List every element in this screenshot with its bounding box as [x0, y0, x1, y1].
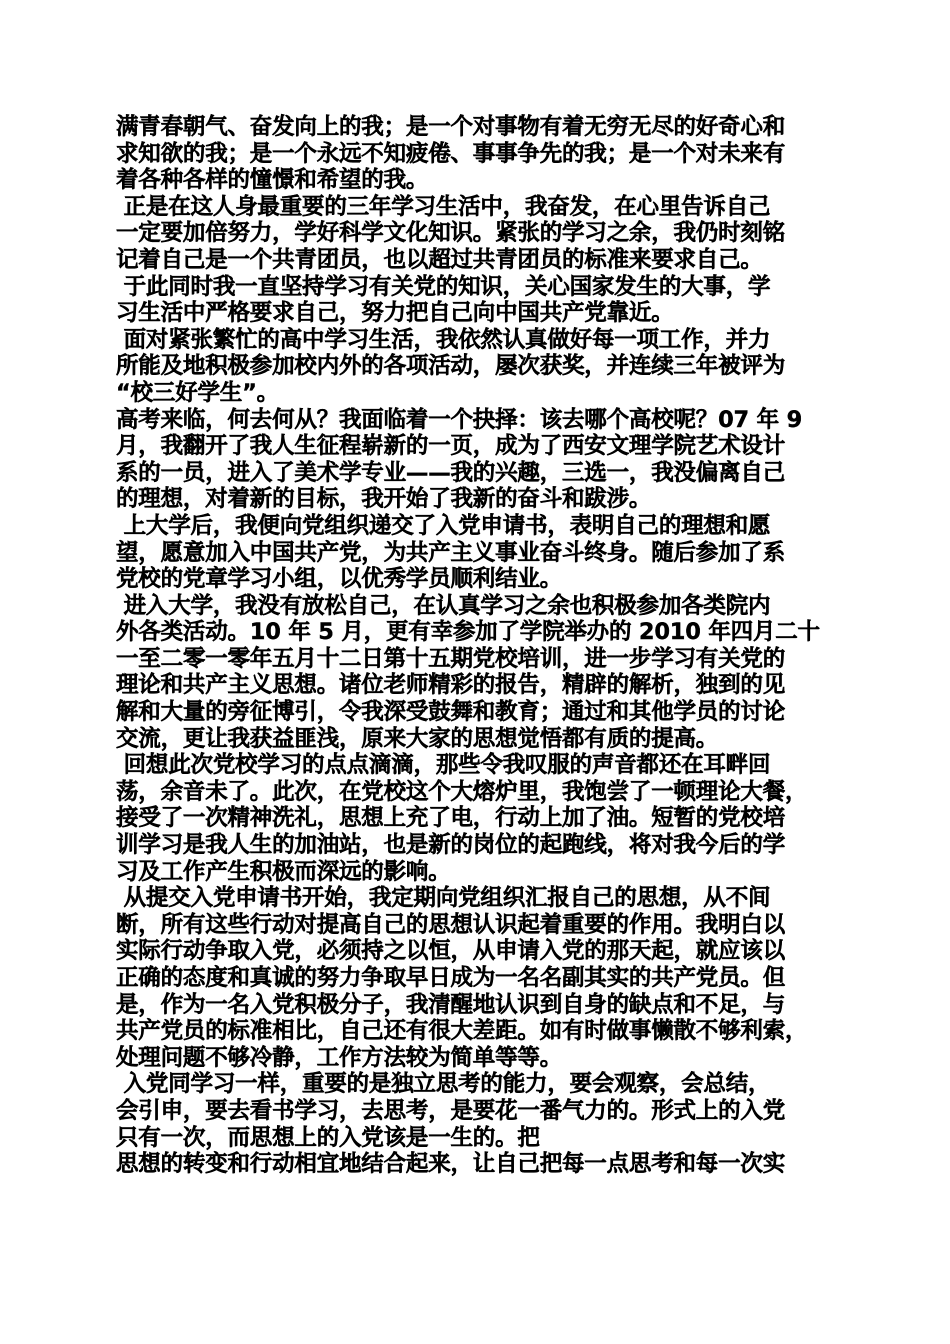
text-line: 满青春朝气、奋发向上的我；是一个对事物有着无穷无尽的好奇心和: [116, 114, 786, 140]
text-line: “校三好学生”。: [116, 379, 279, 406]
text-line: 理论和共产主义思想。诸位老师精彩的报告，精辟的解析，独到的见: [116, 672, 786, 699]
text-line: 月，我翻开了我人生征程崭新的一页，成为了西安文理学院艺术设计: [116, 433, 786, 460]
text-line: 正是在这人身最重要的三年学习生活中，我奋发，在心里告诉自己: [116, 193, 771, 220]
text-line: 求知欲的我；是一个永远不知疲倦、事事争先的我；是一个对未来有: [116, 140, 786, 167]
text-line: 高考来临，何去何从？我面临着一个抉择：该去哪个高校呢？07 年 9: [116, 406, 803, 433]
text-line: 处理问题不够冷静，工作方法较为简单等等。: [116, 1044, 563, 1071]
text-line: 只有一次，而思想上的入党该是一生的。把: [116, 1124, 540, 1151]
text-line: 党校的党章学习小组，以优秀学员顺利结业。: [116, 566, 563, 593]
text-line: 入党同学习一样，重要的是独立思考的能力，要会观察，会总结，: [116, 1071, 771, 1098]
text-line: 望，愿意加入中国共产党，为共产主义事业奋斗终身。随后参加了系: [116, 539, 786, 566]
text-line: 上大学后，我便向党组织递交了入党申请书，表明自己的理想和愿: [116, 512, 771, 539]
text-line: 进入大学，我没有放松自己，在认真学习之余也积极参加各类院内: [116, 592, 771, 619]
text-line: 训学习是我人生的加油站，也是新的岗位的起跑线，将对我今后的学: [116, 832, 786, 859]
document-body-text: [116, 114, 846, 1178]
text-line: 交流，更让我获益匪浅，原来大家的思想觉悟都有质的提高。: [116, 725, 719, 752]
text-line: 解和大量的旁征博引，令我深受鼓舞和教育；通过和其他学员的讨论: [116, 699, 786, 726]
text-line: 共产党员的标准相比，自己还有很大差距。如有时做事懒散不够利索，: [116, 1018, 808, 1045]
text-line: 实际行动争取入党，必须持之以恒，从申请入党的那天起，就应该以: [116, 938, 786, 965]
text-line: 接受了一次精神洗礼，思想上充了电，行动上加了油。短暂的党校培: [116, 805, 786, 832]
text-line: 于此同时我一直坚持学习有关党的知识，关心国家发生的大事，学: [116, 273, 771, 300]
text-line: 习及工作产生积极而深远的影响。: [116, 858, 451, 885]
text-line: 记着自己是一个共青团员，也以超过共青团员的标准来要求自己。: [116, 246, 763, 273]
text-line: 的理想，对着新的目标，我开始了我新的奋斗和跋涉。: [116, 486, 652, 513]
text-line: 所能及地积极参加校内外的各项活动，屡次获奖，并连续三年被评为: [116, 353, 786, 380]
text-line: 习生活中严格要求自己，努力把自己向中国共产党靠近。: [116, 300, 674, 327]
text-line: 外各类活动。10 年 5 月，更有幸参加了学院举办的 2010 年四月二十: [116, 619, 820, 646]
text-line: 是，作为一名入党积极分子，我清醒地认识到自身的缺点和不足，与: [116, 991, 786, 1018]
text-line: 断，所有这些行动对提高自己的思想认识起着重要的作用。我明白以: [116, 911, 786, 938]
text-line: 思想的转变和行动相宜地结合起来，让自己把每一点思考和每一次实: [116, 1151, 786, 1178]
text-line: 一定要加倍努力，学好科学文化知识。紧张的学习之余，我仍时刻铭: [116, 220, 786, 247]
text-line: 正确的态度和真诚的努力争取早日成为一名名副其实的共产党员。但: [116, 965, 786, 991]
text-line: 系的一员，进入了美术学专业——我的兴趣，三选一，我没偏离自己: [116, 459, 786, 486]
text-line: 回想此次党校学习的点点滴滴，那些令我叹服的声音都还在耳畔回: [116, 752, 771, 779]
text-line: 一至二零一零年五月十二日第十五期党校培训，进一步学习有关党的: [116, 645, 786, 672]
text-line: 荡，余音未了。此次，在党校这个大熔炉里，我饱尝了一顿理论大餐，: [116, 778, 808, 805]
text-line: 从提交入党申请书开始，我定期向党组织汇报自己的思想，从不间: [116, 885, 771, 912]
text-line: 面对紧张繁忙的高中学习生活，我依然认真做好每一项工作，并力: [116, 326, 771, 353]
text-line: 着各种各样的憧憬和希望的我。: [116, 167, 429, 194]
text-line: 会引申，要去看书学习，去思考，是要花一番气力的。形式上的入党: [116, 1097, 786, 1124]
